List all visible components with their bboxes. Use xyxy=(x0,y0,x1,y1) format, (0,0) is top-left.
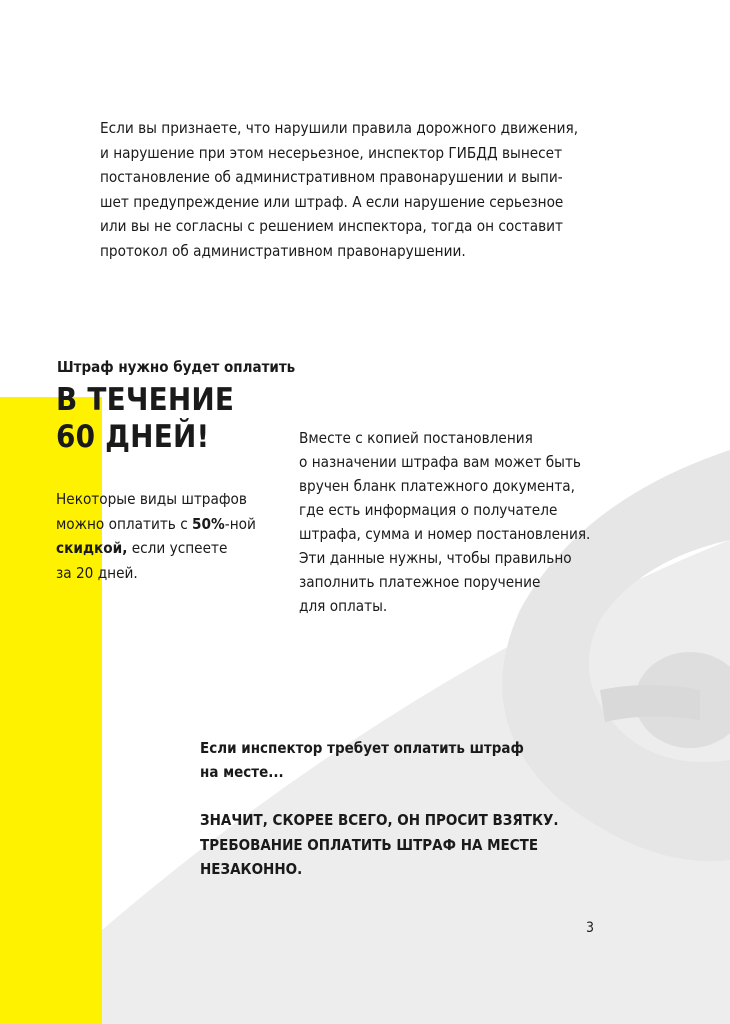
copy-note-line: Вместе с копией постановления xyxy=(299,429,533,447)
intro-line: и нарушение при этом несерьезное, инспектор ГИБДД вынесет xyxy=(100,143,563,162)
discount-line xyxy=(56,536,286,561)
discount-line xyxy=(56,512,286,537)
warning-question-line: Если инспектор требует оплатить штраф xyxy=(200,739,524,757)
discount-note xyxy=(56,487,286,585)
intro-line: постановление об административном правонарушении и выпи- xyxy=(100,168,563,186)
bribe-warning-question xyxy=(200,736,600,784)
copy-note-line: штрафа, сумма и номер постановления. xyxy=(299,525,591,543)
discount-line: за 20 дней. xyxy=(56,563,138,582)
intro-line: протокол об административном правонарушении. xyxy=(100,241,466,260)
intro-paragraph xyxy=(100,116,620,263)
headline-line-1: В ТЕЧЕНИЕ xyxy=(56,382,235,418)
copy-note-line: Эти данные нужны, чтобы правильно xyxy=(299,549,572,567)
intro-line: Если вы признаете, что нарушили правила дорожного движения, xyxy=(100,119,579,137)
discount-percent: 50% xyxy=(192,514,225,533)
bribe-warning-answer xyxy=(200,808,620,882)
intro-line: или вы не согласны с решением инспектора, тогда он составит xyxy=(100,217,563,235)
warning-question-line: на месте... xyxy=(200,763,284,781)
discount-text: -ной xyxy=(224,514,256,533)
warning-answer-line: ТРЕБОВАНИЕ ОПЛАТИТЬ ШТРАФ НА МЕСТЕ xyxy=(200,835,539,854)
warning-answer-line: ЗНАЧИТ, СКОРЕЕ ВСЕГО, ОН ПРОСИТ ВЗЯТКУ. xyxy=(200,811,559,829)
copy-note-line: вручен бланк платежного документа, xyxy=(299,477,575,495)
steering-wheel-spoke xyxy=(600,685,700,722)
copy-note-line: для оплаты. xyxy=(299,597,388,615)
discount-text: можно оплатить с xyxy=(56,514,193,533)
copy-note-paragraph xyxy=(299,426,619,618)
headline-line-2: 60 ДНЕЙ! xyxy=(56,419,210,455)
warning-answer-line: НЕЗАКОННО. xyxy=(200,860,303,878)
copy-note-line: о назначении штрафа вам может быть xyxy=(299,453,581,471)
fine-headline xyxy=(56,382,296,456)
discount-line: Некоторые виды штрафов xyxy=(56,490,247,508)
page-number: 3 xyxy=(586,920,595,936)
discount-text: если успеете xyxy=(127,539,228,557)
copy-note-line: где есть информация о получателе xyxy=(299,501,558,519)
intro-line: шет предупреждение или штраф. А если нарушение серьезное xyxy=(100,192,564,211)
discount-emphasis: скидкой, xyxy=(56,539,128,557)
fine-kicker: Штраф нужно будет оплатить xyxy=(57,358,296,376)
copy-note-line: заполнить платежное поручение xyxy=(299,573,541,591)
